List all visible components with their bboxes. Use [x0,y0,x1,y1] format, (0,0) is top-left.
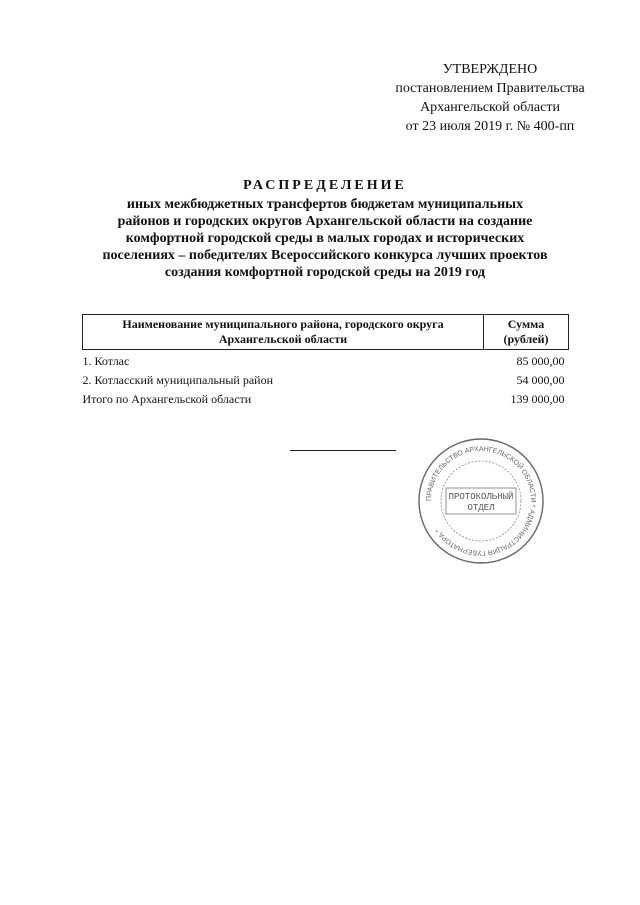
table-header-row [83,315,569,350]
row-value: 54 000,00 [516,373,565,387]
column-header-sum-line: Сумма [507,317,545,331]
column-header-name [83,315,484,350]
column-header-name-line: Наименование муниципального района, городского округа [122,317,444,331]
column-header-sum-line: (рублей) [503,332,549,346]
table-total-row [83,390,569,409]
official-stamp [416,436,546,566]
document-title: РАСПРЕДЕЛЕНИЕ [243,178,407,193]
approval-region: Архангельской области [420,100,560,115]
total-value: 139 000,00 [510,392,565,406]
document-subtitle [80,196,570,281]
approval-date-number: от 23 июля 2019 г. № 400-пп [405,119,575,134]
approval-resolution: постановлением Правительства [395,81,585,96]
subtitle-line: комфортной городской среды в малых городах и исторических [125,231,525,246]
approval-heading: УТВЕРЖДЕНО [442,62,538,77]
divider-line [290,450,396,451]
row-name: 2. Котласский муниципальный район [82,373,274,387]
subtitle-line: поселениях – победителях Всероссийского конкурса лучших проектов [102,248,548,263]
approval-block [360,60,620,136]
subtitle-line: создания комфортной городской среды на 2019 год [164,265,486,280]
subtitle-line: районов и городских округов Архангельской области на создание [117,214,533,229]
row-value: 85 000,00 [516,354,565,368]
row-name: 1. Котлас [82,354,130,368]
stamp-center-line: ПРОТОКОЛЬНЫЙ [448,492,514,502]
total-name: Итого по Архангельской области [82,392,252,406]
stamp-center-line: ОТДЕЛ [467,503,495,513]
table-row [83,350,569,372]
subtitle-line: иных межбюджетных трансфертов бюджетам муниципальных [126,197,524,212]
stamp-ring-text: ПРАВИТЕЛЬСТВО АРХАНГЕЛЬСКОЙ ОБЛАСТИ * АДМИНИСТРАЦИЯ ГУБЕРНАТОРА * [425,445,537,557]
distribution-table [82,314,569,409]
table-row [83,371,569,390]
column-header-name-line: Архангельской области [218,332,348,346]
column-header-sum [484,315,569,350]
